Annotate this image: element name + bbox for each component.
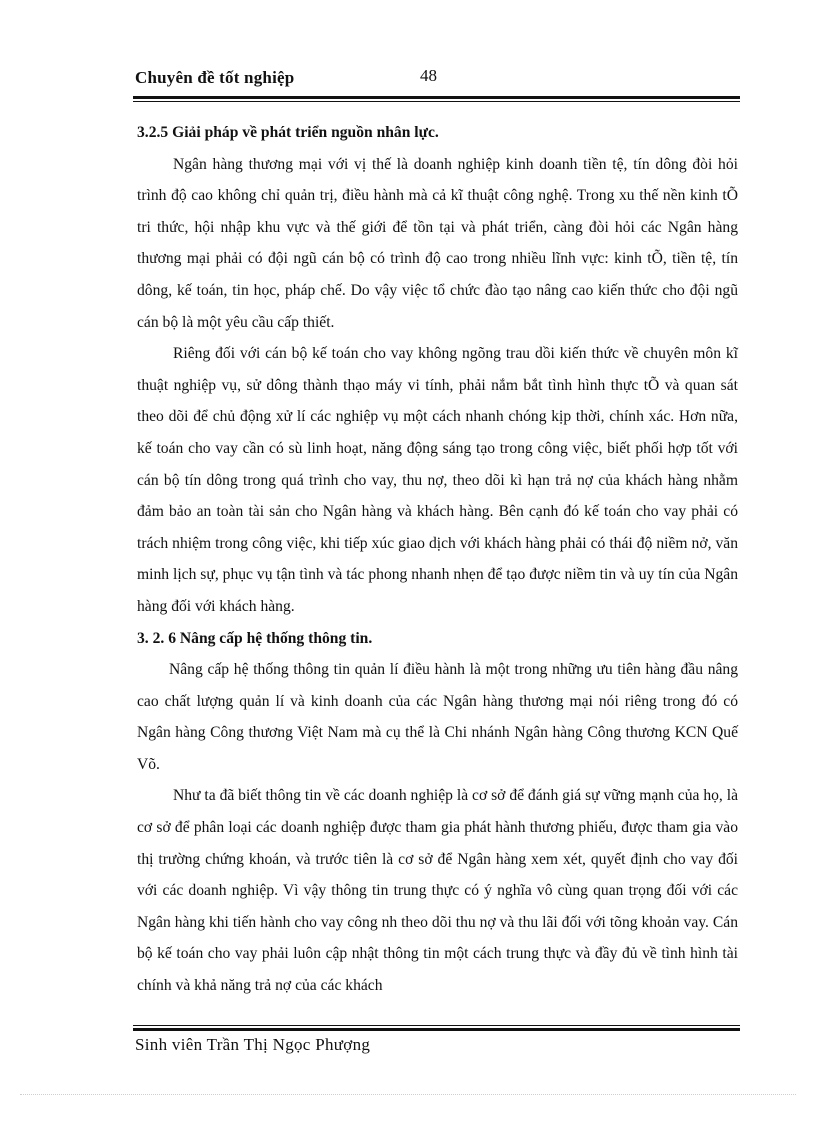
footer-author: Sinh viên Trần Thị Ngọc Phượng: [135, 1035, 371, 1054]
footer-rule-thick: [133, 1028, 740, 1031]
paragraph-enterprise-info: Như ta đã biết thông tin về các doanh nghiệp là cơ sở để đánh giá sự vững mạnh của họ, là cơ sở để phân loại các doanh nghiệp được tham gia phát hành thương phiếu, được tham gia vào thị trường chứng khoán, và trước tiên là cơ sở để Ngân hàng xem xét, quyết định cho vay đối với các doanh nghiệp. Vì vậy thông tin trung thực có ý nghĩa vô cùng quan trọng đối với các Ngân hàng khi tiến hành cho vay công nh theo dõi thu nợ và thu lãi đối với tõng khoản vay. Cán bộ kế toán cho vay phải luôn cập nhật thông tin một cách trung thực và đầy đủ về tình hình tài chính và khả năng trả nợ của các khách: [137, 787, 738, 995]
section-heading-3-2-6: 3. 2. 6 Nâng cấp hệ thống thông tin.: [137, 629, 373, 647]
paragraph-accountant-duties: Riêng đối với cán bộ kế toán cho vay không ngõng trau dồi kiến thức về chuyên môn kĩ thuật nghiệp vụ, sử dông thành thạo máy vi tính, phải nắm bắt tình hình thực tÕ và quan sát theo dõi để chủ động xử lí các nghiệp vụ một cách nhanh chóng kịp thời, chính xác. Hơn nữa, kế toán cho vay cần có sù linh hoạt, năng động sáng tạo trong công việc, biết phối hợp tốt với cán bộ tín dông trong quá trình cho vay, thu nợ, theo dõi kì hạn trả nợ của khách hàng nhằm đảm bảo an toàn tài sản cho Ngân hàng và khách hàng. Bên cạnh đó kế toán cho vay phải có trách nhiệm trong công việc, khi tiếp xúc giao dịch với khách hàng phải có thái độ niềm nở, văn minh lịch sự, phục vụ tận tình và tác phong nhanh nhẹn để tạo được niềm tin và uy tín của Ngân hàng đối với khách hàng.: [137, 345, 738, 615]
header-rule-thick: [133, 96, 740, 99]
section-heading-3-2-5: 3.2.5 Giải pháp về phát triển nguồn nhân lực.: [137, 124, 439, 141]
page-bottom-dotted-line: [20, 1094, 796, 1095]
page-number: 48: [420, 66, 437, 85]
paragraph-training-intro: Ngân hàng thương mại với vị thế là doanh nghiệp kinh doanh tiền tệ, tín dông đòi hỏi trình độ cao không chỉ quản trị, điều hành mà cả kĩ thuật công nghệ. Trong xu thế nền kinh tÕ tri thức, hội nhập khu vực và thế giới để tồn tại và phát triển, càng đòi hỏi các Ngân hàng thương mại phải có đội ngũ cán bộ có trình độ cao trong nhiều lĩnh vực: kinh tÕ, tiền tệ, tín dông, kế toán, tin học, pháp chế. Do vậy việc tổ chức đào tạo nâng cao kiến thức cho đội ngũ cán bộ là một yêu cầu cấp thiết.: [137, 155, 738, 331]
paragraph-info-system: Nâng cấp hệ thống thông tin quản lí điều hành là một trong những ưu tiên hàng đầu nâng cao chất lượng quản lí và kinh doanh của các Ngân hàng thương mại nói riêng trong đó có Ngân hàng Công thương Việt Nam mà cụ thể là Chi nhánh Ngân hàng Công thương KCN Quế Võ.: [137, 661, 738, 773]
document-body: [137, 117, 738, 1002]
header-title: Chuyên đề tốt nghiệp: [135, 68, 295, 87]
footer-rule-thin: [133, 1025, 740, 1026]
header-rule-thin: [133, 101, 740, 102]
